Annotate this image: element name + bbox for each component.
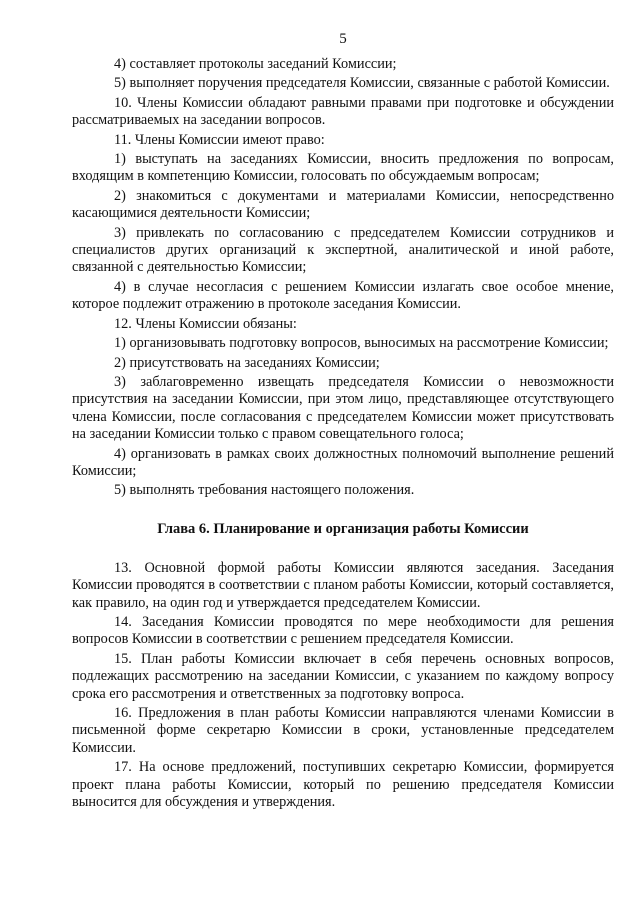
document-page bbox=[72, 30, 614, 813]
paragraph-15: 15. План работы Комиссии включает в себя перечень основных вопросов, подлежащих рассмотрению на заседании Комиссии, с указанием по каждому вопросу срока его рассмотрения и ответственных за подготовку вопроса. bbox=[72, 650, 614, 702]
paragraph-11-4: 4) в случае несогласия с решением Комиссии излагать свое особое мнение, которое подлежит отражению в протоколе заседания Комиссии. bbox=[72, 278, 614, 313]
chapter-title: Глава 6. Планирование и организация работы Комиссии bbox=[157, 520, 529, 537]
paragraph-11-3: 3) привлекать по согласованию с председателем Комиссии сотрудников и специалистов других организаций к экспертной, аналитической и иной работе, связанной с деятельностью Комиссии; bbox=[72, 224, 614, 276]
paragraph-17: 17. На основе предложений, поступивших секретарю Комиссии, формируется проект плана работы Комиссии, который по решению председателя Комиссии выносится для обсуждения и утверждения. bbox=[72, 759, 614, 811]
paragraph-11-1: 1) выступать на заседаниях Комиссии, вносить предложения по вопросам, входящим в компетенцию Комиссии, голосовать по обсуждаемым вопросам; bbox=[72, 151, 614, 185]
paragraph-12-1: 1) организовывать подготовку вопросов, выносимых на рассмотрение Комиссии; bbox=[114, 335, 609, 352]
paragraph-11-heading: 11. Члены Комиссии имеют право: bbox=[114, 131, 325, 148]
paragraph-16: 16. Предложения в план работы Комиссии направляются членами Комиссии в письменной форме секретарю Комиссии в сроки, установленные председателем Комиссии. bbox=[72, 705, 614, 756]
paragraph-13: 13. Основной формой работы Комиссии являются заседания. Заседания Комиссии проводятся в соответствии с планом работы Комиссии, который составляется, как правило, на один год и утверждается председателем Комиссии. bbox=[72, 559, 614, 611]
paragraph-14: 14. Заседания Комиссии проводятся по мере необходимости для решения вопросов Комиссии в соответствии с решением председателя Комиссии. bbox=[72, 613, 614, 648]
paragraph-12-4: 4) организовать в рамках своих должностных полномочий выполнение решений Комиссии; bbox=[72, 445, 614, 479]
paragraph-orders: 5) выполняет поручения председателя Комиссии, связанные с работой Комиссии. bbox=[114, 75, 610, 92]
paragraph-12-heading: 12. Члены Комиссии обязаны: bbox=[114, 315, 297, 332]
paragraph-protocols: 4) составляет протоколы заседаний Комиссии; bbox=[114, 56, 397, 72]
paragraph-12-3: 3) заблаговременно извещать председателя Комиссии о невозможности присутствия на заседании Комиссии, при этом лицо, представляющее отсутствующего члена Комиссии, после согласования с председателем Комиссии может присутствовать на заседании Комиссии только с правом совещательного голоса; bbox=[72, 373, 614, 443]
paragraph-12-5: 5) выполнять требования настоящего положения. bbox=[114, 482, 415, 499]
page-number: 5 bbox=[339, 31, 347, 47]
paragraph-11-2: 2) знакомиться с документами и материалами Комиссии, непосредственно касающимися деятельности Комиссии; bbox=[72, 187, 614, 222]
paragraph-12-2: 2) присутствовать на заседаниях Комиссии; bbox=[114, 354, 380, 371]
paragraph-10: 10. Члены Комиссии обладают равными правами при подготовке и обсуждении рассматриваемых на заседании вопросов. bbox=[72, 94, 614, 129]
